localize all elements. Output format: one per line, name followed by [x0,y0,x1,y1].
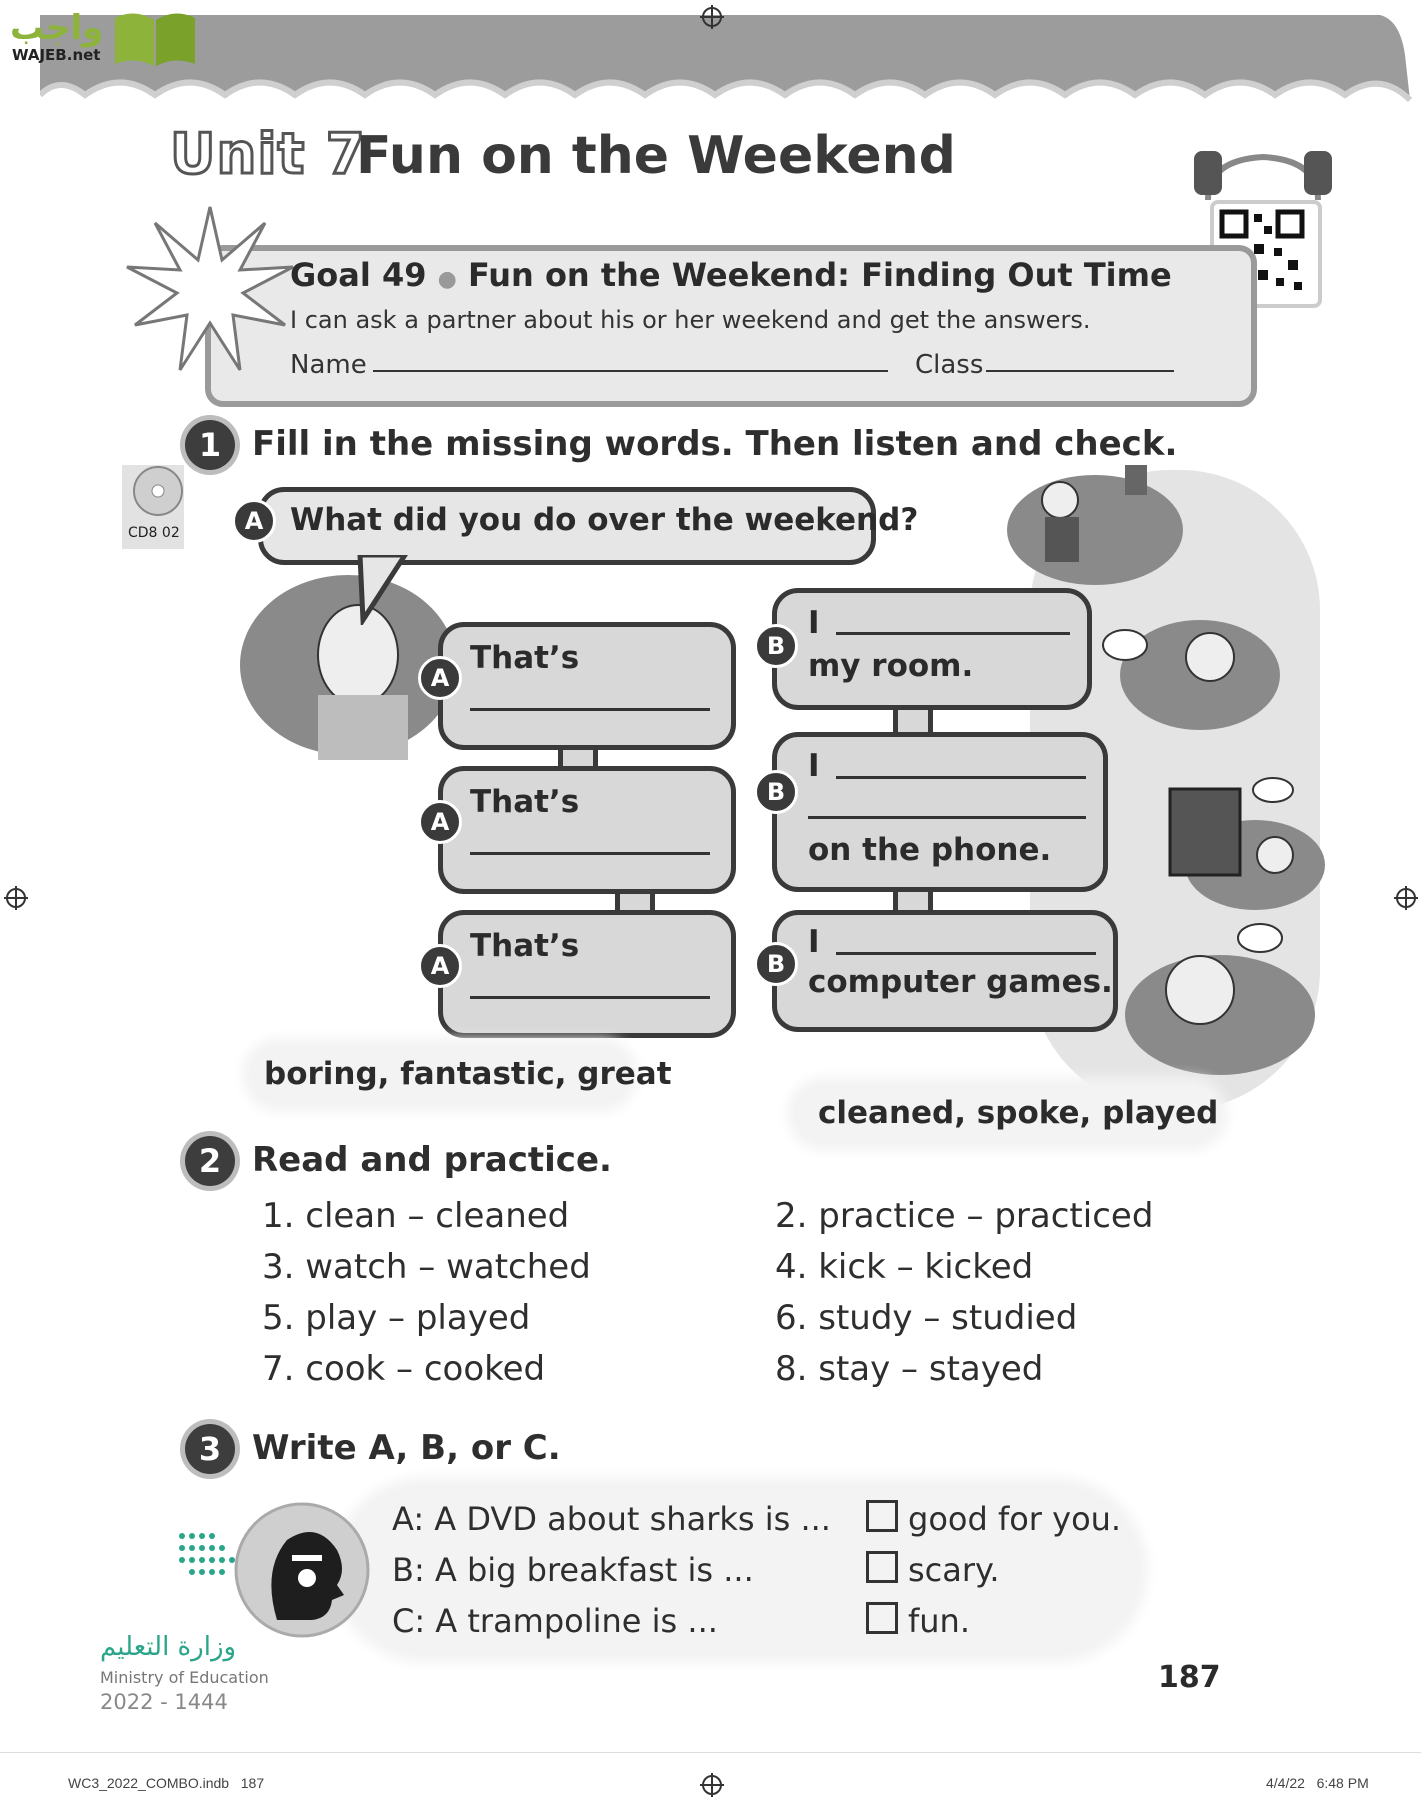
cd-label: CD8 02 [128,525,180,541]
blank-b2-line2[interactable] [808,816,1086,819]
bubble-a2-text: That’s [470,784,580,820]
option-3-text: fun. [908,1602,970,1640]
logo-arabic: واجب [10,8,104,48]
girl-on-phone-illustration [1080,615,1280,735]
checkbox[interactable] [866,1500,898,1532]
blank-b2-line1[interactable] [836,776,1086,779]
section1-instruction: Fill in the missing words. Then listen and check. [252,424,1178,464]
prompt-b: B: A big breakfast is ... [392,1551,754,1589]
speaker-badge-b: B [754,770,798,814]
section-number-2: 2 [185,1136,235,1186]
name-label: Name [290,350,367,380]
girl-cleaning-illustration [1000,455,1185,585]
registration-mark-icon [1394,886,1418,910]
class-field[interactable] [986,370,1174,372]
option-1 [866,1500,1121,1538]
bubble-b1-suffix: my room. [808,648,974,684]
speaker-badge-a: A [418,656,462,700]
blank-a2[interactable] [470,852,710,855]
section2-instruction: Read and practice. [252,1140,612,1180]
section-number-3: 3 [185,1424,235,1474]
name-field[interactable] [373,370,888,372]
page-number: 187 [1158,1660,1221,1695]
speaker-badge-b: B [754,624,798,668]
blank-b1[interactable] [836,632,1070,635]
girl-at-computer-illustration [1165,775,1325,915]
word-pair-5: 5. play – played [262,1298,531,1338]
option-2-text: scary. [908,1551,1000,1589]
question-badge: A [232,499,276,543]
bubble-a3-text: That’s [470,928,580,964]
prompt-c: C: A trampoline is ... [392,1602,718,1640]
footer-rule [0,1752,1421,1753]
girl-gaming-illustration [1120,920,1320,1080]
book-icon [110,8,200,68]
word-pair-4: 4. kick – kicked [775,1247,1034,1287]
footer-file: WC3_2022_COMBO.indb 187 [68,1775,265,1791]
ministry-arabic: وزارة التعليم [100,1632,237,1662]
word-bank-b: cleaned, spoke, played [818,1095,1219,1131]
blank-b3[interactable] [836,952,1096,955]
question-text: What did you do over the weekend? [290,502,919,538]
word-pair-8: 8. stay – stayed [775,1349,1044,1389]
bubble-tail [355,555,415,625]
word-pair-3: 3. watch – watched [262,1247,591,1287]
checkbox[interactable] [866,1551,898,1583]
section3-instruction: Write A, B, or C. [252,1428,561,1468]
ministry-english: Ministry of Education [100,1668,269,1687]
goal-separator-icon: ● [437,267,457,292]
speaker-badge-a: A [418,944,462,988]
bubble-a1-text: That’s [470,640,580,676]
bubble-b1-prefix: I [808,605,820,641]
cd-audio[interactable] [122,465,184,549]
blank-a3[interactable] [470,996,710,999]
bubble-b3-prefix: I [808,924,820,960]
ministry-year: 2022 - 1444 [100,1690,228,1714]
registration-mark-icon [700,5,724,29]
word-pair-6: 6. study – studied [775,1298,1078,1338]
section-number-1: 1 [185,420,235,470]
prompt-a: A: A DVD about sharks is ... [392,1500,831,1538]
class-label: Class [915,350,984,380]
option-3 [866,1602,970,1640]
checkbox[interactable] [866,1602,898,1634]
bubble-b2-suffix: on the phone. [808,832,1052,868]
word-bank-a: boring, fantastic, great [264,1056,672,1092]
logo-latin: WAJEB.net [12,46,101,64]
option-1-text: good for you. [908,1500,1122,1538]
starburst-icon [125,205,295,375]
option-2 [866,1551,1000,1589]
unit-label: Unit 7 [170,122,366,187]
bubble-b2-prefix: I [808,748,820,784]
speaker-badge-a: A [418,800,462,844]
word-pair-7: 7. cook – cooked [262,1349,546,1389]
blank-a1[interactable] [470,708,710,711]
goal-heading [290,256,1172,294]
registration-mark-icon [700,1773,724,1797]
speaker-badge-b: B [754,942,798,986]
registration-mark-icon [4,886,28,910]
word-pair-2: 2. practice – practiced [775,1196,1154,1236]
unit-title: Fun on the Weekend [356,126,956,186]
goal-number: Goal 49 [290,256,427,294]
goal-subheading: Fun on the Weekend: Finding Out Time [467,256,1172,294]
word-pair-1: 1. clean – cleaned [262,1196,570,1236]
goal-statement: I can ask a partner about his or her weekend and get the answers. [290,306,1091,334]
cd-icon [132,465,184,517]
footer-timestamp: 4/4/22 6:48 PM [1266,1775,1369,1791]
ministry-dots-icon [176,1528,256,1598]
answer-bubble-b2 [772,732,1108,892]
bubble-b3-suffix: computer games. [808,964,1113,1000]
header-wave-banner [40,0,1421,130]
